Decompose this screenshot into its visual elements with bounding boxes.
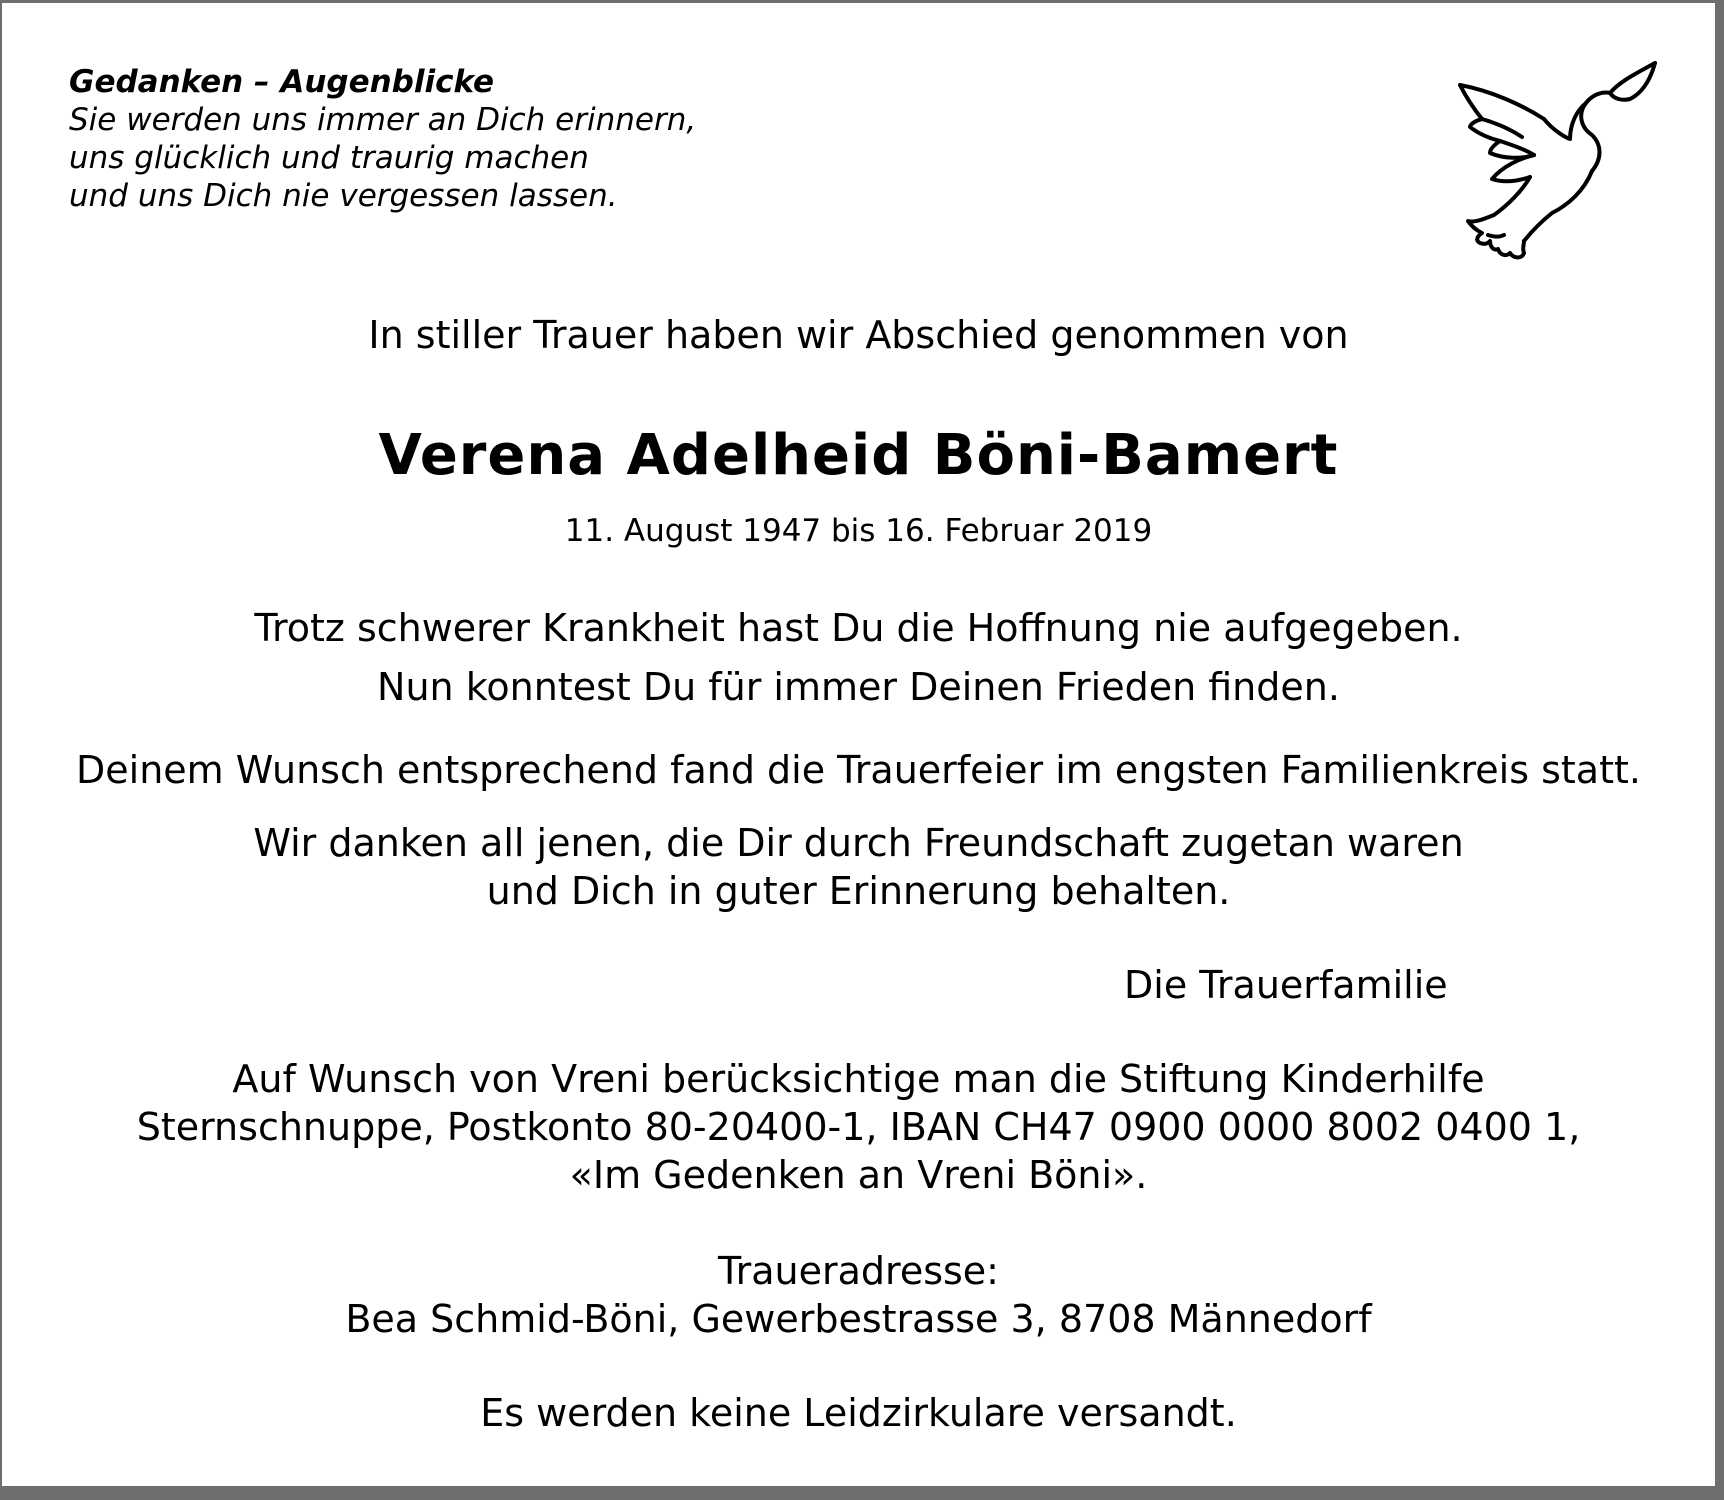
message-line: Trotz schwerer Krankheit hast Du die Hoffnung nie aufgegeben. [254,606,1463,650]
poem-line: Sie werden uns immer an Dich erinnern, [69,102,697,138]
deceased-name: Verena Adelheid Böni-Bamert [378,423,1339,488]
poem-title: Gedanken – Augenblicke [69,64,495,100]
dove-icon [1452,55,1672,280]
donation-line: «Im Gedenken an Vreni Böni». [569,1153,1148,1197]
closing-note: Es werden keine Leidzirkulare versandt. [480,1391,1237,1435]
life-dates: 11. August 1947 bis 16. Februar 2019 [564,513,1153,549]
poem-line: uns glücklich und traurig machen [69,140,589,176]
intro-text: In stiller Trauer haben wir Abschied genommen von [368,313,1349,357]
address-value: Bea Schmid-Böni, Gewerbestrasse 3, 8708 Männedorf [345,1297,1372,1341]
thanks-line: Wir danken all jenen, die Dir durch Freundschaft zugetan waren [253,821,1464,865]
address-label: Traueradresse: [718,1249,999,1293]
donation-line: Auf Wunsch von Vreni berücksichtige man die Stiftung Kinderhilfe [232,1057,1485,1101]
thanks-line: und Dich in guter Erinnerung behalten. [486,869,1231,913]
donation-line: Sternschnuppe, Postkonto 80-20400-1, IBAN CH47 0900 0000 8002 0400 1, [136,1105,1581,1149]
ceremony-text: Deinem Wunsch entsprechend fand die Trauerfeier im engsten Familienkreis statt. [76,748,1641,792]
poem-block [69,63,696,215]
signature: Die Trauerfamilie [1124,963,1448,1007]
obituary-page [2,3,1718,1491]
poem-line: und uns Dich nie vergessen lassen. [69,178,618,214]
message-line: Nun konntest Du für immer Deinen Frieden finden. [377,665,1340,709]
